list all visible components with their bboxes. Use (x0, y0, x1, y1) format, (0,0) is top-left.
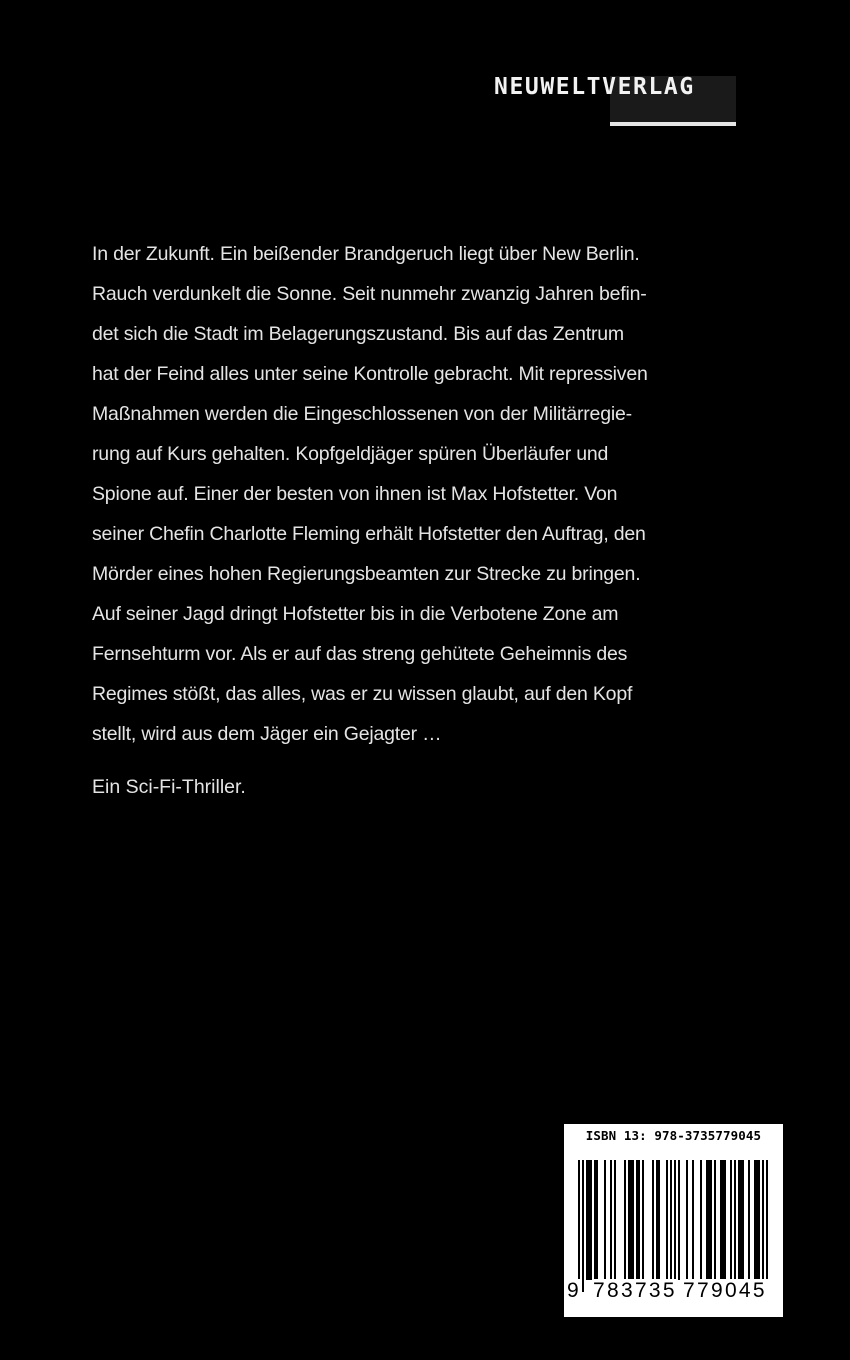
logo-underline (610, 122, 736, 126)
barcode-bar (756, 1160, 758, 1280)
barcode-bar (754, 1160, 756, 1280)
barcode-bar (742, 1160, 744, 1280)
barcode-guard-bar (762, 1160, 764, 1292)
barcode-bar (656, 1160, 658, 1280)
barcode-bar (692, 1160, 694, 1280)
barcode-bar (710, 1160, 712, 1280)
blurb-line: Spione auf. Einer der besten von ihnen ist Max Hofstetter. Von (92, 483, 618, 505)
barcode-bar (666, 1160, 668, 1280)
barcode-bar (758, 1160, 760, 1280)
barcode-bar (636, 1160, 638, 1280)
barcode-bar (642, 1160, 644, 1280)
blurb-line: stellt, wird aus dem Jäger ein Gejagter … (92, 723, 442, 745)
barcode-bar (706, 1160, 708, 1280)
barcode-bar (632, 1160, 634, 1280)
barcode-bar (722, 1160, 724, 1280)
barcode-bar (610, 1160, 612, 1280)
isbn-label: ISBN 13: 978-3735779045 (585, 1128, 762, 1143)
blurb-line: Auf seiner Jagd dringt Hofstetter bis in die Verbotene Zone am (92, 603, 619, 625)
publisher-name: NEUWELTVERLAG (494, 74, 695, 100)
barcode-bars (564, 1156, 783, 1294)
barcode-bar (686, 1160, 688, 1280)
barcode-bar (630, 1160, 632, 1280)
barcode-bar (614, 1160, 616, 1280)
blurb-line: seiner Chefin Charlotte Fleming erhält Hofstetter den Auftrag, den (92, 523, 646, 545)
barcode-bar (596, 1160, 598, 1280)
barcode-digit-first: 9 (567, 1279, 581, 1302)
barcode-bar (724, 1160, 726, 1280)
barcode-guard-bar (582, 1160, 584, 1292)
barcode-digits-right: 779045 (683, 1279, 767, 1302)
barcode-guard-bar (578, 1160, 580, 1292)
blurb-line: rung auf Kurs gehalten. Kopfgeldjäger spüren Überläufer und (92, 443, 609, 465)
barcode-bar (638, 1160, 640, 1280)
blurb-line: Maßnahmen werden die Eingeschlossenen von der Militärregie- (92, 403, 632, 425)
blurb-line: Rauch verdunkelt die Sonne. Seit nunmehr zwanzig Jahren befin- (92, 283, 647, 305)
blurb-line: In der Zukunft. Ein beißender Brandgeruch liegt über New Berlin. (92, 243, 640, 265)
blurb-text (92, 234, 772, 754)
publisher-logo (492, 70, 736, 128)
isbn-barcode (564, 1124, 783, 1317)
barcode-bar (652, 1160, 654, 1280)
barcode-bar (738, 1160, 740, 1280)
barcode-bar (586, 1160, 588, 1280)
barcode-bar (594, 1160, 596, 1280)
barcode-bar (624, 1160, 626, 1280)
barcode-bar (714, 1160, 716, 1280)
genre-tagline: Ein Sci-Fi-Thriller. (92, 776, 246, 798)
barcode-bar (658, 1160, 660, 1280)
barcode-digits (564, 1279, 783, 1309)
blurb-line: Mörder eines hohen Regierungsbeamten zur Strecke zu bringen. (92, 563, 641, 585)
blurb-line: Fernsehturm vor. Als er auf das streng gehütete Geheimnis des (92, 643, 628, 665)
barcode-bar (678, 1160, 680, 1280)
barcode-bar (700, 1160, 702, 1280)
barcode-bar (628, 1160, 630, 1280)
barcode-bar (730, 1160, 732, 1280)
barcode-bar (588, 1160, 590, 1280)
blurb-line: Regimes stößt, das alles, was er zu wissen glaubt, auf den Kopf (92, 683, 633, 705)
barcode-guard-bar (670, 1160, 672, 1292)
barcode-digits-left: 783735 (593, 1279, 677, 1302)
blurb-line: det sich die Stadt im Belagerungszustand. Bis auf das Zentrum (92, 323, 624, 345)
blurb-line: hat der Feind alles unter seine Kontrolle gebracht. Mit repressiven (92, 363, 648, 385)
barcode-guard-bar (766, 1160, 768, 1292)
barcode-bar (734, 1160, 736, 1280)
barcode-bar (748, 1160, 750, 1280)
barcode-bar (590, 1160, 592, 1280)
barcode-bar (720, 1160, 722, 1280)
barcode-bar (604, 1160, 606, 1280)
barcode-bar (740, 1160, 742, 1280)
barcode-guard-bar (674, 1160, 676, 1292)
barcode-bar (708, 1160, 710, 1280)
